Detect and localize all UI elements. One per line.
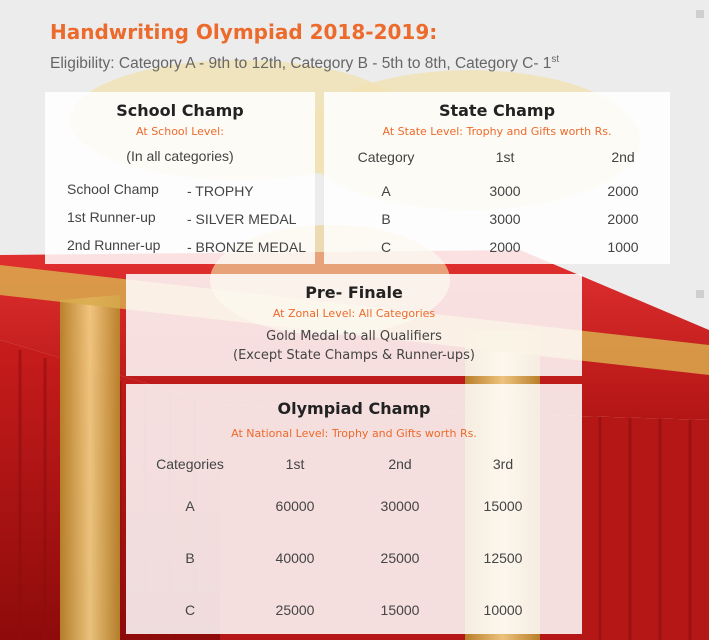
table-cell: A	[381, 183, 391, 199]
row-prize: - BRONZE MEDAL	[187, 239, 307, 255]
table-cell: B	[381, 211, 391, 227]
row-label: School Champ	[67, 181, 159, 197]
card-subtitle: At School Level:	[136, 125, 224, 138]
table-cell: C	[184, 602, 196, 618]
table-cell: 2000	[489, 239, 521, 255]
state-champ-card	[324, 92, 670, 264]
table-cell: 15000	[380, 602, 420, 618]
table-cell: 1000	[607, 239, 639, 255]
pre-finale-line: Gold Medal to all Qualifiers	[266, 329, 442, 344]
card-title: Pre- Finale	[305, 283, 403, 302]
table-cell: 25000	[380, 550, 420, 566]
table-header: 1st	[285, 456, 305, 472]
table-cell: C	[380, 239, 392, 255]
table-cell: 3000	[489, 183, 521, 199]
card-title: Olympiad Champ	[277, 399, 431, 418]
table-cell: 2000	[607, 211, 639, 227]
card-subtitle: At State Level: Trophy and Gifts worth Rs.	[382, 125, 612, 138]
table-cell: B	[185, 550, 195, 566]
table-cell: A	[185, 498, 195, 514]
table-cell: 60000	[275, 498, 315, 514]
row-label: 1st Runner-up	[67, 209, 156, 225]
row-label: 2nd Runner-up	[67, 237, 161, 253]
card-title: State Champ	[438, 101, 556, 120]
table-header: 2nd	[388, 456, 412, 472]
pre-finale-card	[126, 274, 582, 376]
olympiad-champ-card	[126, 384, 582, 634]
card-subtitle: At Zonal Level: All Categories	[272, 307, 436, 320]
table-cell: 15000	[483, 498, 523, 514]
card-subtitle: At National Level: Trophy and Gifts worth Rs.	[231, 427, 477, 440]
row-prize: - TROPHY	[187, 183, 254, 199]
table-header: Categories	[156, 456, 224, 472]
eligibility-text: Eligibility: Category A - 9th to 12th, Category B - 5th to 8th, Category C- 1st	[50, 54, 560, 73]
card-title: School Champ	[116, 101, 244, 120]
table-cell: 3000	[489, 211, 521, 227]
pre-finale-line: (Except State Champs & Runner-ups)	[233, 348, 475, 363]
table-cell: 12500	[483, 550, 523, 566]
school-champ-note: (In all categories)	[126, 148, 234, 164]
table-cell: 25000	[275, 602, 315, 618]
table-header: Category	[357, 149, 415, 165]
page-title: Handwriting Olympiad 2018-2019:	[50, 20, 438, 44]
table-cell: 2000	[607, 183, 639, 199]
table-header: 3rd	[492, 456, 514, 472]
row-prize: - SILVER MEDAL	[187, 211, 297, 227]
school-champ-card	[45, 92, 315, 264]
table-header: 2nd	[611, 149, 635, 165]
table-header: 1st	[495, 149, 515, 165]
table-cell: 10000	[483, 602, 523, 618]
table-cell: 30000	[380, 498, 420, 514]
table-cell: 40000	[275, 550, 315, 566]
